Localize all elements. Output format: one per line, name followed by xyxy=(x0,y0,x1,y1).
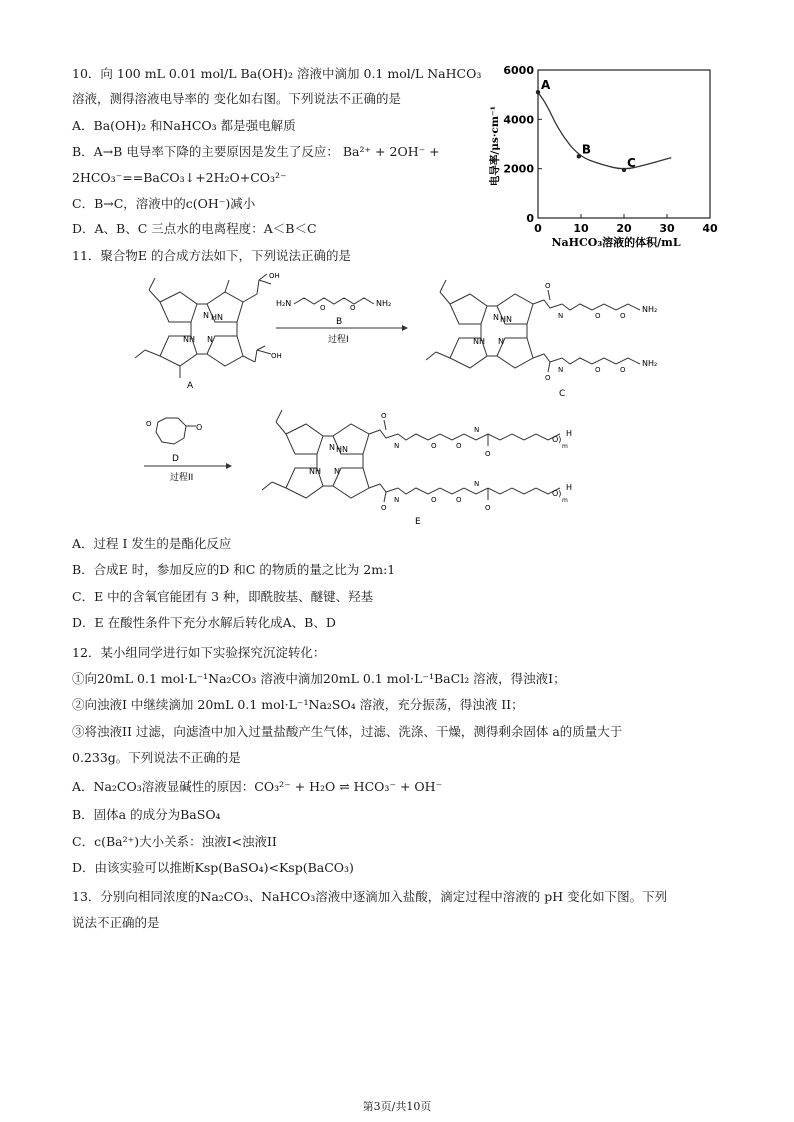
svg-text:O: O xyxy=(485,504,491,512)
q12-step-1: ①向20mL 0.1 mol·L⁻¹Na₂CO₃ 溶液中滴加20mL 0.1 mol·L⁻¹BaCl₂ 溶液，得浊液I； xyxy=(72,671,566,686)
q11-option-a: A．过程 I 发生的是酯化反应 xyxy=(72,536,232,551)
svg-text:O: O xyxy=(146,420,152,428)
svg-text:NH: NH xyxy=(309,467,321,476)
process-1-arrow xyxy=(272,290,412,350)
svg-text:NH₂: NH₂ xyxy=(642,359,658,368)
svg-text:OH: OH xyxy=(271,352,282,360)
q10-option-c: C．B→C，溶液中的c(OH⁻)减小 xyxy=(72,196,256,211)
x-tick-label: 30 xyxy=(659,222,675,235)
svg-text:m: m xyxy=(562,443,568,450)
svg-text:N: N xyxy=(474,426,480,434)
q10-option-b-line2: 2HCO₃⁻==BaCO₃↓+2H₂O+CO₃²⁻ xyxy=(72,170,287,185)
structure-a-label: A xyxy=(187,381,194,390)
x-tick-label: 20 xyxy=(616,222,632,235)
svg-text:N: N xyxy=(334,467,340,476)
svg-text:O: O xyxy=(350,304,356,312)
q11-option-c: C．E 中的含氧官能团有 3 种，即酰胺基、醚键、羟基 xyxy=(72,589,374,604)
svg-text:O: O xyxy=(381,504,387,512)
svg-text:N: N xyxy=(558,312,564,320)
svg-text:N: N xyxy=(474,480,480,488)
svg-text:NH: NH xyxy=(473,337,485,346)
svg-text:HN: HN xyxy=(500,315,512,324)
x-tick-label: 40 xyxy=(702,222,718,235)
svg-text:OH: OH xyxy=(269,272,280,280)
q12-option-d: D．由该实验可以推断Ksp(BaSO₄)<Ksp(BaCO₃) xyxy=(72,860,354,875)
q10-option-b-line1: B．A→B 电导率下降的主要原因是发生了反应： Ba²⁺ + 2OH⁻ + xyxy=(72,144,440,159)
conductivity-series-line xyxy=(538,92,671,168)
point-label-A: A xyxy=(541,78,551,93)
svg-text:O: O xyxy=(320,304,326,312)
svg-text:H: H xyxy=(566,483,573,492)
svg-text:O: O xyxy=(456,496,462,504)
y-tick-label: 2000 xyxy=(503,162,534,176)
svg-text:N: N xyxy=(203,311,209,320)
svg-text:H₂N: H₂N xyxy=(276,299,292,308)
q12-option-a: A．Na₂CO₃溶液显碱性的原因：CO₃²⁻ + H₂O ⇌ HCO₃⁻ + OH⁻ xyxy=(72,779,443,794)
q10-line2: 溶液，测得溶液电导率的 变化如右图。下列说法不正确的是 xyxy=(72,91,401,106)
chart-ylabel: 电导率/μs·cm⁻¹ xyxy=(489,105,501,187)
structure-c-diamide xyxy=(420,276,670,400)
svg-text:O: O xyxy=(595,366,601,374)
svg-text:O: O xyxy=(545,282,551,290)
process-2-arrow xyxy=(138,412,238,492)
svg-text:O: O xyxy=(456,442,462,450)
q10-option-a: A．Ba(OH)₂ 和NaHCO₃ 都是强电解质 xyxy=(72,118,296,133)
y-tick-label: 4000 xyxy=(503,113,534,127)
svg-text:O: O xyxy=(381,412,387,420)
svg-text:N: N xyxy=(394,496,400,504)
svg-text:N: N xyxy=(329,443,335,452)
svg-text:O: O xyxy=(196,423,203,432)
point-label-C: C xyxy=(627,155,636,170)
y-axis-ticks xyxy=(503,64,542,225)
x-axis-ticks xyxy=(534,214,718,235)
svg-text:O: O xyxy=(431,442,437,450)
q13-line2: 说法不正确的是 xyxy=(72,915,160,930)
svg-text:m: m xyxy=(562,497,568,504)
svg-text:O: O xyxy=(620,312,626,320)
data-point-B xyxy=(577,154,581,158)
svg-text:H: H xyxy=(566,429,573,438)
svg-text:N: N xyxy=(498,337,504,346)
q11-option-d: D．E 在酸性条件下充分水解后转化成A、B、D xyxy=(72,615,336,630)
svg-text:O: O xyxy=(620,366,626,374)
svg-text:HN: HN xyxy=(336,445,348,454)
y-tick-label: 6000 xyxy=(503,64,534,77)
svg-text:N: N xyxy=(207,335,213,344)
svg-text:O: O xyxy=(431,496,437,504)
structure-e-label: E xyxy=(415,517,421,527)
svg-text:NH₂: NH₂ xyxy=(376,299,392,308)
svg-text:NH: NH xyxy=(183,335,195,344)
x-tick-label: 0 xyxy=(534,222,542,235)
svg-text:O: O xyxy=(595,312,601,320)
svg-text:O: O xyxy=(485,450,491,458)
page-footer: 第3页/共10页 xyxy=(362,1100,432,1113)
y-tick-label: 0 xyxy=(526,212,534,225)
q12-step-3-line2: 0.233g。下列说法不正确的是 xyxy=(72,750,241,765)
data-point-C xyxy=(622,168,626,172)
structure-e-polymer xyxy=(256,406,582,528)
reagent-d-label: D xyxy=(172,454,179,464)
reagent-b-label: B xyxy=(336,317,343,327)
structure-a-porphyrin-diacid xyxy=(125,272,285,390)
structure-c-label: C xyxy=(559,389,566,399)
data-point-A xyxy=(536,90,540,94)
q11-stem: 11．聚合物E 的合成方法如下，下列说法正确的是 xyxy=(72,248,352,263)
svg-text:N: N xyxy=(394,442,400,450)
x-tick-label: 10 xyxy=(573,222,589,235)
chart-plot-frame xyxy=(538,70,710,218)
svg-text:HN: HN xyxy=(211,313,223,322)
svg-text:N: N xyxy=(558,366,564,374)
q13-line1: 13．分别向相同浓度的Na₂CO₃、NaHCO₃溶液中逐滴加入盐酸，滴定过程中溶液的 pH 变化如下图。下列 xyxy=(72,889,668,904)
q11-option-b: B．合成E 时，参加反应的D 和C 的物质的量之比为 2m:1 xyxy=(72,562,396,577)
point-label-B: B xyxy=(581,142,592,157)
q10-line1: 10．向 100 mL 0.01 mol/L Ba(OH)₂ 溶液中滴加 0.1 mol/L NaHCO₃ xyxy=(72,66,482,81)
q12-option-b: B．固体a 的成分为BaSO₄ xyxy=(72,807,221,822)
q12-step-3-line1: ③将浊液II 过滤，向滤渣中加入过量盐酸产生气体，过滤、洗涤、干燥，测得剩余固体 a的质量大于 xyxy=(72,724,623,739)
svg-text:O): O) xyxy=(552,489,562,498)
q12-step-2: ②向浊液I 中继续滴加 20mL 0.1 mol·L⁻¹Na₂SO₄ 溶液，充分振荡，得浊液 II； xyxy=(72,697,524,712)
svg-text:NH₂: NH₂ xyxy=(642,305,658,314)
svg-text:O: O xyxy=(545,374,551,382)
svg-text:O): O) xyxy=(552,435,562,444)
process-2-label: 过程II xyxy=(170,473,194,483)
q12-option-c: C．c(Ba²⁺)大小关系：浊液I<浊液II xyxy=(72,834,277,849)
conductivity-chart xyxy=(488,56,728,256)
chart-xlabel: NaHCO₃溶液的体积/mL xyxy=(551,236,681,249)
q12-stem: 12．某小组同学进行如下实验探究沉淀转化： xyxy=(72,645,326,660)
process-1-label: 过程I xyxy=(328,335,349,345)
svg-text:N: N xyxy=(493,313,499,322)
q10-option-d: D．A、B、C 三点水的电离程度：A＜B＜C xyxy=(72,221,317,236)
